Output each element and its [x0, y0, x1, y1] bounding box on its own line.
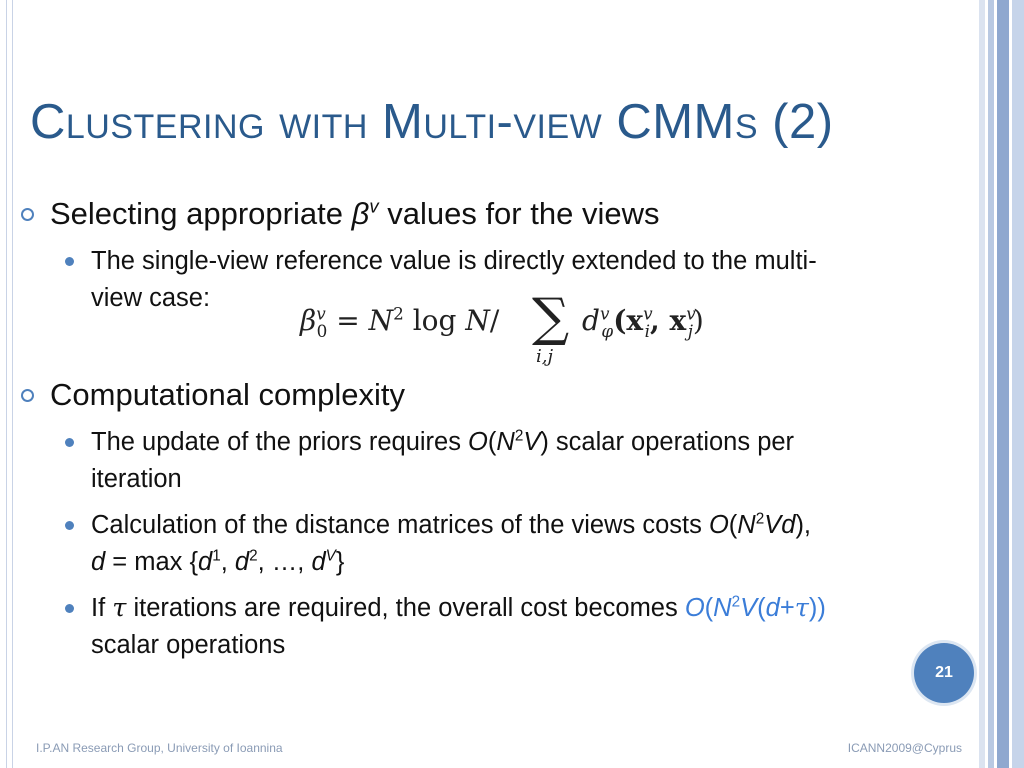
- bullet-selecting-beta: Selecting appropriate $\beta^v$ values for the views: [50, 196, 659, 232]
- dot-bullet-icon: [65, 438, 74, 447]
- sub-bullet-distance-matrices: Calculation of the distance matrices of the views costs $O(N^2Vd)$, $d = \max \{d^1$, $d^2$, …, $d^V$}: [91, 507, 991, 581]
- sub-bullet-reference-value: The single-view reference value is directly extended to the multi- view case:: [91, 243, 991, 317]
- page-number-badge: 21: [914, 643, 974, 703]
- left-border-line: [6, 0, 7, 768]
- right-stripe: [1012, 0, 1024, 768]
- bullet-computational-complexity: Computational complexity: [50, 377, 405, 413]
- beta-formula: [300, 288, 730, 372]
- sub-bullet-overall-cost: If τ iterations are required, the overall cost becomes $O(N^2V(d+\tau))$ scalar operations: [91, 590, 991, 664]
- hollow-circle-bullet-icon: [21, 208, 34, 221]
- left-border-line: [12, 0, 13, 768]
- sub-bullet-priors-update: The update of the priors requires $O(N^2V)$ scalar operations per iteration: [91, 424, 991, 498]
- overall-cost-expression: $O(N^2V(d+\tau))$: [684, 593, 826, 623]
- dot-bullet-icon: [65, 604, 74, 613]
- dot-bullet-icon: [65, 257, 74, 266]
- footer-left: I.P.AN Research Group, University of Ioannina: [36, 741, 283, 755]
- formula-rhs: $d^v_\varphi(x^v_i$, $x^v_j$): [582, 303, 704, 341]
- slide-title: Clustering with Multi-view CMMs (2): [30, 95, 834, 149]
- dot-bullet-icon: [65, 521, 74, 530]
- right-stripe: [997, 0, 1009, 768]
- sum-subscript: i,j: [536, 346, 554, 367]
- hollow-circle-bullet-icon: [21, 389, 34, 402]
- sum-sign: ∑: [532, 288, 570, 348]
- footer-right: ICANN2009@Cyprus: [847, 741, 962, 755]
- formula-lhs: $\beta^v_0 = N^2$ log N/: [300, 303, 500, 341]
